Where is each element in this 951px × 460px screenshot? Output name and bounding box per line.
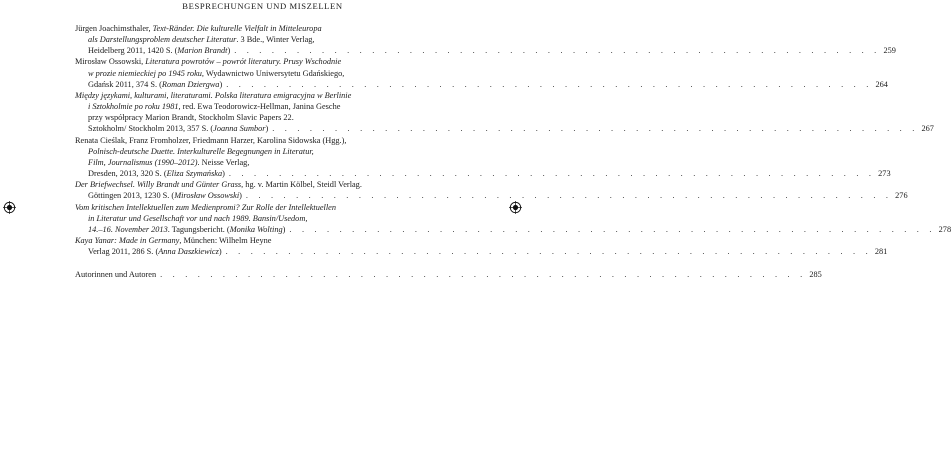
toc-entry-line — [75, 190, 908, 201]
italic-text: Roman Dziergwa — [161, 79, 220, 89]
page-number: 285 — [809, 270, 822, 280]
toc-entry-line — [75, 146, 461, 157]
toc-entry-line — [75, 246, 888, 257]
page-number: 273 — [878, 169, 891, 179]
toc-entry-text — [88, 34, 315, 45]
toc-entry-text — [75, 135, 346, 146]
text-run: Sztokholm/ Stockholm 2013, 357 S. ( — [88, 124, 214, 134]
toc-entry-line — [75, 45, 896, 56]
toc-entry — [75, 135, 891, 180]
toc-entry-line — [75, 101, 461, 112]
toc-entry-line — [75, 79, 888, 90]
italic-text: Kaya Yanar: Made in Germany — [75, 235, 180, 245]
toc-entry-line — [75, 202, 461, 213]
toc-entry-text — [88, 79, 222, 90]
text-run: , red. Ewa Teodorowicz-Hellman, Janina Gesche — [178, 102, 341, 112]
text-run: Renata Cieślak, Franz Fromholzer, Friedmann Harzer, Karolina Sidowska (Hgg.), — [75, 135, 347, 145]
section-gap — [75, 257, 461, 269]
text-run: Gdańsk 2011, 374 S. ( — [88, 79, 162, 89]
dot-leader: . . . . . . . . . . . . . . . . . . . . . . . . . . . . . . . . . . . . . . . . . . . . . . . . . . . . — [234, 46, 881, 56]
toc-entry-text — [88, 101, 340, 112]
toc-entry-text — [75, 56, 341, 67]
text-run: Göttingen 2013, 1230 S. ( — [88, 191, 175, 201]
toc-entry — [75, 56, 888, 89]
italic-text: w prozie niemieckiej po 1945 roku — [88, 68, 202, 78]
toc-entry — [75, 179, 908, 201]
page-number: 267 — [921, 124, 934, 134]
text-run: ) — [218, 247, 222, 257]
toc-entry-text — [88, 68, 344, 79]
toc-entry-text — [88, 224, 285, 235]
registration-mark-icon — [3, 201, 16, 214]
text-run: ) — [239, 191, 242, 201]
text-run: Verlag 2011, 286 S. ( — [88, 247, 159, 257]
italic-text: Między językami, kulturami, literaturami. Polska literatura emigracyjna w Berlinie — [75, 90, 352, 100]
text-run: przy współpracy Marion Brandt, Stockholm Slavic Papers 22. — [88, 113, 294, 123]
toc-entry-line — [75, 235, 461, 246]
toc-entry-text — [75, 202, 336, 213]
toc-entry-line — [75, 135, 461, 146]
italic-text: Marion Brandt — [177, 46, 228, 56]
dot-leader: . . . . . . . . . . . . . . . . . . . . . . . . . . . . . . . . . . . . . . . . . . . . . . . . . . . . — [226, 79, 873, 89]
text-run: , München: Wilhelm Heyne — [179, 235, 272, 245]
page-number: 264 — [875, 79, 888, 89]
text-run: ) — [219, 79, 223, 89]
toc-entry-text — [75, 23, 322, 34]
page-number: 276 — [895, 191, 908, 201]
dot-leader: . . . . . . . . . . . . . . . . . . . . . . . . . . . . . . . . . . . . . . . . . . . . . . . . . . . . — [160, 270, 807, 280]
text-run: Heidelberg 2011, 1420 S. ( — [88, 46, 178, 56]
italic-text: Literatura powrotów – powrót literatury. Prusy Wschodnie — [145, 57, 342, 67]
text-run: ) — [222, 169, 225, 179]
text-run: . Tagungsbericht. ( — [167, 224, 230, 234]
dot-leader: . . . . . . . . . . . . . . . . . . . . . . . . . . . . . . . . . . . . . . . . . . . . . . . . . . . . — [228, 169, 876, 179]
running-head: BESPRECHUNGEN UND MISZELLEN — [182, 1, 343, 11]
toc-entry-text — [75, 90, 351, 101]
toc-entry-text — [88, 123, 268, 134]
toc-entry-line — [75, 179, 461, 190]
dot-leader: . . . . . . . . . . . . . . . . . . . . . . . . . . . . . . . . . . . . . . . . . . . . . . . . . . . . — [289, 224, 936, 234]
dot-leader: . . . . . . . . . . . . . . . . . . . . . . . . . . . . . . . . . . . . . . . . . . . . . . . . . . . . — [245, 191, 893, 201]
text-run: ) — [227, 46, 231, 56]
italic-text: Monika Wolting — [229, 224, 283, 234]
dot-leader: . . . . . . . . . . . . . . . . . . . . . . . . . . . . . . . . . . . . . . . . . . . . . . . . . . . . — [272, 124, 919, 134]
toc-entry — [75, 90, 934, 135]
italic-text: Eliza Szymańska — [166, 169, 223, 179]
toc-entry-text — [75, 235, 271, 246]
text-run: ) — [265, 124, 269, 134]
toc-entry-line — [75, 224, 951, 235]
toc-entry — [75, 202, 951, 235]
toc-entry-line — [75, 56, 461, 67]
text-run: . Neisse Verlag, — [197, 157, 250, 167]
toc-entry-line — [75, 90, 461, 101]
toc-entry — [75, 235, 888, 257]
toc-entry-text — [88, 157, 249, 168]
page-number: 281 — [874, 247, 888, 257]
toc-entry-text — [75, 179, 362, 190]
text-run: . 3 Bde., Winter Verlag, — [236, 35, 315, 45]
toc-footer-entry — [75, 269, 822, 280]
italic-text: Joanna Sumbor — [213, 124, 266, 134]
text-run: Dresden, 2013, 320 S. ( — [88, 169, 167, 179]
text-run: Jürgen Joachimsthaler, — [75, 24, 153, 33]
toc-entry-text: Autorinnen und Autoren — [75, 270, 157, 280]
text-run: Mirosław Ossowski, — [75, 57, 146, 67]
italic-text: Film, Journalismus (1990–2012) — [88, 157, 198, 167]
page-number: 259 — [883, 46, 896, 56]
italic-text: Polnisch-deutsche Duette. Interkulturelle Begegnungen in Literatur, — [88, 146, 314, 156]
toc-entry-line — [75, 68, 461, 79]
toc-entry-line — [75, 168, 891, 179]
italic-text: 14.–16. November 2013 — [88, 224, 168, 234]
italic-text: Der Briefwechsel. Willy Brandt und Günter Grass — [75, 180, 242, 190]
toc-entry-line — [75, 157, 461, 168]
italic-text: in Literatur und Gesellschaft vor und nach 1989. Bansin/Usedom, — [88, 213, 308, 223]
registration-mark-icon — [509, 201, 522, 214]
toc-entry-text — [88, 213, 307, 224]
table-of-contents — [75, 23, 951, 280]
toc-entry-line — [75, 112, 461, 123]
toc-entry-text — [88, 45, 230, 56]
italic-text: i Sztokholmie po roku 1981 — [88, 102, 179, 112]
text-run: , Wydawnictwo Uniwersytetu Gdańskiego, — [201, 68, 345, 78]
toc-entry-line — [75, 34, 461, 45]
toc-entry-text — [88, 246, 222, 257]
toc-entry-text — [88, 168, 225, 179]
toc-entry-line — [75, 123, 934, 134]
toc-entry-line — [75, 23, 461, 34]
italic-text: als Darstellungsproblem deutscher Literatur — [88, 35, 237, 45]
toc-entry-text — [88, 190, 242, 201]
dot-leader: . . . . . . . . . . . . . . . . . . . . . . . . . . . . . . . . . . . . . . . . . . . . . . . . . . . . — [225, 247, 872, 257]
toc-entry-text — [88, 112, 294, 123]
page-number: 278 — [938, 224, 951, 234]
toc-entry-line — [75, 213, 461, 224]
toc-entry-text — [88, 146, 314, 157]
italic-text: Text-Ränder. Die kulturelle Vielfalt in Mitteleuropa — [152, 24, 322, 33]
text-run: , hg. v. Martin Kölbel, Steidl Verlag. — [241, 180, 362, 190]
toc-entry — [75, 23, 896, 56]
italic-text: Vom kritischen Intellektuellen zum Medienpromi? Zur Rolle der Intellektuellen — [75, 202, 336, 212]
text-run: ) — [282, 224, 286, 234]
italic-text: Anna Daszkiewicz — [158, 247, 219, 257]
italic-text: Mirosław Ossowski — [174, 191, 240, 201]
